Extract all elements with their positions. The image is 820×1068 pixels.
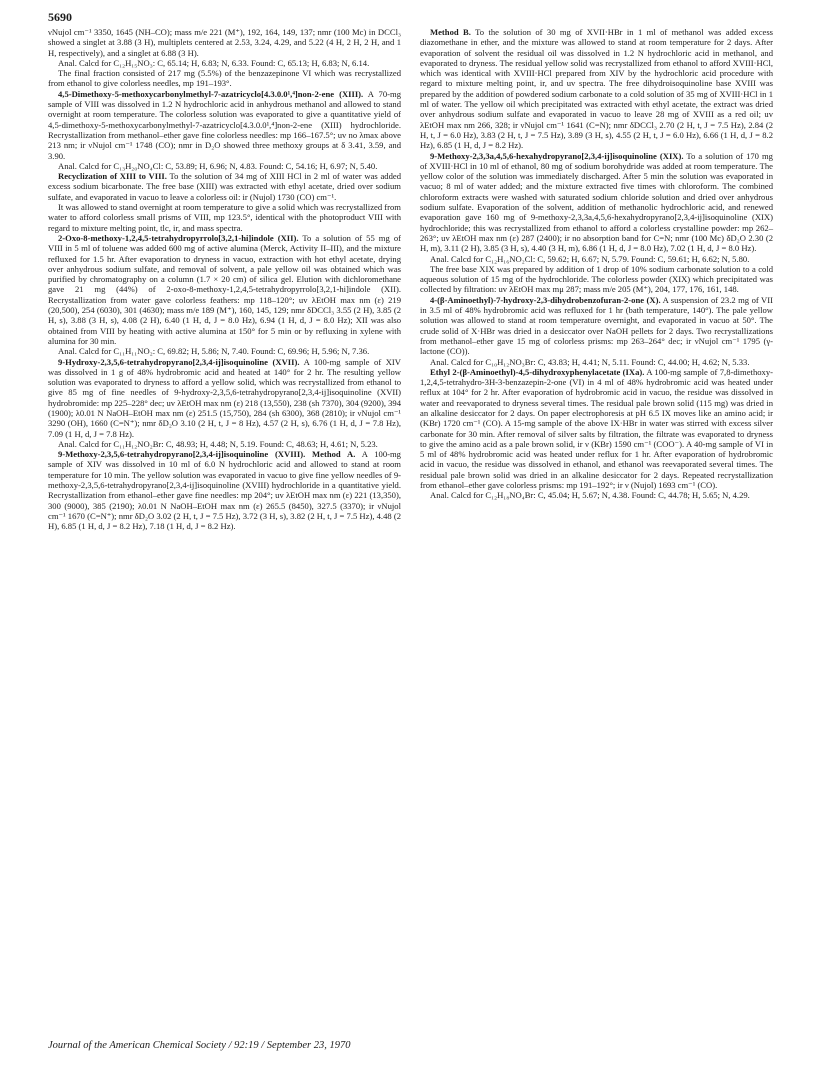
paragraph: Anal. Calcd for C₁₂H₁₆NO₂Cl: C, 59.62; H, 6.67; N, 5.79. Found: C, 59.61; H, 6.62; N, 5.80.: [430, 253, 750, 264]
section-heading: 9-Methoxy-2,3,5,6-tetrahydropyrano[2,3,4-ij]isoquinoline (XVIII). Method A.: [58, 449, 356, 460]
section-heading: Recyclization of XIII to VIII.: [58, 171, 167, 182]
section-heading: Method B.: [430, 27, 471, 37]
paragraph: The free base XIX was prepared by addition of 1 drop of 10% sodium carbonate solution to a cold aqueous solution of 15 mg of the hydrochloride. The colorless powder (XIX) which precipitated was collected by filtration: uv λEtOH max mμ 287; mass m/e 205 (M⁺), 204, 177, 176, 161, 148.: [420, 263, 773, 295]
paragraph: Anal. Calcd for C₁₁H₁₁NO₂: C, 69.82; H, 5.86; N, 7.40. Found: C, 69.96; H, 5.96; N, 7.36.: [58, 346, 370, 357]
paragraph: Ethyl 2-(β-Aminoethyl)-4,5-dihydroxyphenylacetate (IXa). A 100-mg sample of 7,8-dimethoxy-1,2,4,5-tetrahydro-3H-3-benzazepin-2-one (VI) in 4 ml of 48% hydrobromic acid was heated under reflux at 104° for 2 hr. After evaporation of hydrobromic acid in vacuo, the residue was dissolved in water and reevaporated to dryness several times. The residual pale brown solid (115 mg) was dried in an alkaline desiccator for 2 days. On paper electrophoresis at pH 6.5 IX moves like an amino acid; ir (KBr) 1720 cm⁻¹ (CO). A 15-mg sample of the above IX·HBr in water was stirred with excess silver carbonate for 30 min. After removal of silver salts by filtration, the filtrate was evaporated to dryness to give the amino acid as a pale brown solid, ir ν (KBr) 1590 cm⁻¹ (COO⁻). A 40-mg sample of VI in 5 ml of 48% hydrobromic acid was heated under reflux for 1 hr. After evaporation of hydrobromic acid in vacuo, the residue was dissolved in ethanol, and ethanol was reevaporated several times. The residual pale brown solid was dried in an alkaline desiccator for 2 days. Repeated recrystallization from ethanol–ether gave colorless prisms: mp 191–192°; ir ν (Nujol) 1693 cm⁻¹ (CO).: [420, 366, 773, 491]
paragraph: Method B. To the solution of 30 mg of XVII·HBr in 1 ml of methanol was added excess diazomethane in ether, and the mixture was allowed to stand at room temperature for 2 days. After evaporation of solvent the residual oil was dissolved in 1.2 N hydrochloric acid in methanol, and evaporated to dryness. The residual yellow solid was recrystallized from ethanol to afford XVIII·HCl, which was identical with XVIII·HCl prepared from XIV by the hydrochloric acid procedure with regard to mixture melting point, ir, and uv spectra. The free dihydroisoquinoline base XVIII was prepared by the addition of powdered sodium carbonate to a cold solution of 35 mg of XVIII·HCl in 1 ml of water. The yellow oil which precipitated was extracted with ethyl acetate, the extract was dried over anhydrous sodium sulfate and evaporated in vacuo to leave 28 mg of XVIII as a red oil; uv λEtOH max nm 266, 328; ir νNujol cm⁻¹ 1641 (C=N); nmr δDCCl₃ 2.70 (2 H, t, J = 7.5 Hz), 2.84 (2 H, t, J = 6.0 Hz), 3.83 (2 H, t, J = 7.5 Hz), 3.89 (3 H, s), 4.55 (2 H, t, J = 6.0 Hz), 6.66 (1 H, d, J = 8.2 Hz), 6.85 (1 H, d, J = 8.2 Hz).: [420, 27, 774, 151]
section-heading: 9-Methoxy-2,3,3a,4,5,6-hexahydropyrano[2,3,4-ij]isoquinoline (XIX).: [430, 150, 684, 161]
paragraph: 9-Hydroxy-2,3,5,6-tetrahydropyrano[2,3,4-ij]isoquinoline (XVII). A 100-mg sample of XIV was dissolved in 1 g of 48% hydrobromic acid and heated at 140° for 2 hr. The resulting yellow solution was evaporated to dryness to afford a yellow solid, which was recrystallized from ethanol to give 85 mg of fine needles of 9-hydroxy-2,3,5,6-tetrahydropyrano[2,3,4-ij]isoquinoline (XVII) hydrobromide: mp 225–228° dec; uv λEtOH max nm (ε) 218 (13,550), 238 (sh 7370), 304 (9200), 394 (1900); λ0.01 N NaOH–EtOH max nm (ε) 251.5 (15,750), 284 (sh 6300), 368 (2810); ir νNujol cm⁻¹ 3290 (OH), 1660 (C=N⁺); nmr δD₂O 3.10 (2 H, t, J = 8 Hz), 4.57 (2 H, s), 6.76 (1 H, d, J = 7.8 Hz), 7.09 (1 H, d, J = 7.8 Hz).: [48, 356, 402, 439]
paragraph: 9-Methoxy-2,3,3a,4,5,6-hexahydropyrano[2,3,4-ij]isoquinoline (XIX). To a solution of 170 mg of XVIII·HCl in 10 ml of ethanol, 80 mg of sodium borohydride was added at room temperature. The yellow color of the solution was immediately discharged. After 5 min the solution was evaporated in vacuo; 8 ml of water added; and the mixture extracted five times with chloroform. The combined chloroform extracts were washed with saturated sodium chloride solution and dried over anhydrous sodium sulfate. Evaporation of the solvent, addition of methanolic hydrochloric acid, and renewed evaporation gave 160 mg of 9-methoxy-2,3,3a,4,5,6-hexahydropyrano[2,3,4-ij]isoquinoline (XIX) hydrochloride; this was recrystallized from ethanol to afford a colorless crystalline powder: mp 262–263°; uv λEtOH max nm (ε) 287 (2400); ir no absorption band for C=N; nmr (100 Mc) δD₂O 2.30 (2 H, m), 3.11 (2 H), 3.85 (3 H, s), 4.40 (3 H, m), 6.86 (1 H, d, J = 8.0 Hz), 7.02 (1 H, d, J = 8.0 Hz).: [420, 150, 773, 254]
section-heading: 9-Hydroxy-2,3,5,6-tetrahydropyrano[2,3,4-ij]isoquinoline (XVII).: [58, 356, 300, 367]
section-heading: 2-Oxo-8-methoxy-1,2,4,5-tetrahydropyrrolo[3,2,1-hi]indole (XII).: [58, 232, 299, 243]
paragraph: Anal. Calcd for C₁₂H₁₅NO₃: C, 65.14; H, 6.83; N, 6.33. Found: C, 65.13; H, 6.83; N, 6.14.: [58, 57, 370, 68]
paragraph: 2-Oxo-8-methoxy-1,2,4,5-tetrahydropyrrolo[3,2,1-hi]indole (XII). To a solution of 55 mg of VIII in 5 ml of toluene was added 600 mg of active alumina (Merck, Activity II–III), and the mixture refluxed for 1.5 hr. After evaporation to dryness in vacuo, extraction with hot ethyl acetate, drying over anhydrous sodium sulfate, and removal of solvent, a pale yellow oil was obtained which was purified by chromatography on a column (1.7 × 20 cm) of silica gel. Elution with dichloromethane gave 21 mg (44%) of 2-oxo-8-methoxy-1,2,4,5-tetrahydropyrrolo[3,2,1-hi]indole (XII). Recrystallization from water gave colorless feathers: mp 118–120°; uv λEtOH max nm (ε) 219 (20,500), 254 (6030), 301 (4630); mass m/e 189 (M⁺), 160, 145, 129; nmr δDCCl₃ 3.55 (2 H), 3.85 (2 H, s), 3.88 (3 H, s), 4.08 (2 H), 6.40 (1 H, d, J = 8.0 Hz), 6.94 (1 H, d, J = 8.0 Hz); XII was also obtained from VIII by heating with active alumina at 150° for 5 min or by refluxing in xylene with alumina for 30 min.: [48, 232, 401, 346]
paragraph: The final fraction consisted of 217 mg (5.5%) of the benzazepinone VI which was recrystallized from ethanol to give colorless needles, mp 191–193°.: [48, 68, 401, 89]
paragraph: Recyclization of XIII to VIII. To the solution of 34 mg of XIII HCl in 2 ml of water was added excess sodium bicarbonate. The free base (XIII) was extracted with ethyl acetate, dried over sodium sulfate, and evaporated in vacuo to leave a colorless oil: ir (Nujol) 1730 (CO) cm⁻¹.: [48, 171, 401, 202]
left-column: [48, 27, 401, 532]
paragraph: It was allowed to stand overnight at room temperature to give a solid which was recrystallized from water to afford colorless small prisms of VIII, mp 123.5°, identical with the photoproduct VIII with regard to mixture melting point, tlc, ir, and mass spectra.: [48, 202, 401, 233]
paragraph: 4-(β-Aminoethyl)-7-hydroxy-2,3-dihydrobenzofuran-2-one (X). A suspension of 23.2 mg of VII in 3.5 ml of 48% hydrobromic acid was refluxed for 1 hr (bath temperature, 140°). The pale yellow solution was allowed to stand at room temperature overnight, and evaporated in vacuo at 50°. The crude solid of X·HBr was dried in a desiccator over NaOH pellets for 2 days. Two recrystallizations from methanol–ether gave 15 mg of colorless prisms: mp 263–264° dec; ir νNujol cm⁻¹ 1795 (γ-lactone (CO)).: [420, 294, 773, 357]
journal-footer: Journal of the American Chemical Society / 92:19 / September 23, 1970: [48, 1040, 351, 1051]
paragraph: 9-Methoxy-2,3,5,6-tetrahydropyrano[2,3,4-ij]isoquinoline (XVIII). Method A. A 100-mg sample of XIV was dissolved in 10 ml of 6.0 N hydrochloric acid and allowed to stand at room temperature for 10 min. The yellow solution was evaporated in vacuo to give fine yellow needles of 9-methoxy-2,3,5,6-tetrahydropyrano[2,3,4-ij]isoquinoline (XVIII) hydrochloride in a quantitative yield. Recrystallization from ethanol–ether gave fine needles: mp 204°; uv λEtOH max nm (ε) 221 (13,350), 300 (9000), 385 (2190); λ0.01 N NaOH–EtOH max nm (ε) 265.5 (8450), 327.5 (3370); ir νNujol cm⁻¹ 1670 (C=N⁺); nmr δD₂O 3.02 (2 H, t, J = 7.5 Hz), 3.72 (3 H, s), 3.82 (2 H, t, J = 7.5 Hz), 4.48 (2 H), 6.85 (1 H, d, J = 8.2 Hz), 7.18 (1 H, d, J = 8.2 Hz).: [48, 449, 401, 532]
paragraph: Anal. Calcd for C₁₁H₁₂NO₂Br: C, 48.93; H, 4.48; N, 5.19. Found: C, 48.63; H, 4.61; N, 5.23.: [58, 438, 378, 449]
page-number: 5690: [48, 10, 72, 24]
section-heading: Ethyl 2-(β-Aminoethyl)-4,5-dihydroxyphenylacetate (IXa).: [430, 366, 645, 377]
paragraph: 4,5-Dimethoxy-5-methoxycarbonylmethyl-7-azatricyclo[4.3.0.0¹,⁴]non-2-ene (XIII). A 70-mg sample of VIII was dissolved in 1.2 N hydrochloric acid in anhydrous methanol and allowed to stand overnight at room temperature. The colorless solution was evaporated to give a quantitative yield of 4,5-dimethoxy-5-methoxycarbonylmethyl-7-azatricyclo[4.3.0.0¹,⁴]non-2-ene (XIII) hydrochloride. Recrystallization from methanol–ether gave fine colorless needles: mp 166–167.5°; uv no λmax above 213 nm; ir νNujol cm⁻¹ 1748 (CO); nmr in D₂O showed three methoxy groups at δ 3.41, 3.59, and 3.90.: [48, 88, 401, 161]
right-column: [420, 27, 773, 501]
paragraph: Anal. Calcd for C₁₀H₁₂NO₃Br: C, 43.83; H, 4.41; N, 5.11. Found: C, 44.00; H, 4.62; N, 5.33.: [430, 356, 750, 367]
paragraph: Anal. Calcd for C₁₃H₂₀NO₄Cl: C, 53.89; H, 6.96; N, 4.83. Found: C, 54.16; H, 6.97; N, 5.40.: [58, 160, 378, 171]
section-heading: 4-(β-Aminoethyl)-7-hydroxy-2,3-dihydrobenzofuran-2-one (X).: [430, 294, 661, 305]
paragraph: Anal. Calcd for C₁₂H₁₈NO₄Br: C, 45.04; H, 5.67; N, 4.38. Found: C, 44.78; H, 5.65; N, 4.29.: [430, 490, 750, 501]
paragraph: νNujol cm⁻¹ 3350, 1645 (NH–CO); mass m/e 221 (M⁺), 192, 164, 149, 137; nmr (100 Mc) in DCCl₃ showed a singlet at 3.88 (3 H), multiplets centered at 2.53, 3.24, 4.29, and 5.22 (4 H, 2 H, 2 H, and 1 H, respectively), and a singlet at 6.88 (3 H).: [48, 27, 401, 58]
section-heading: 4,5-Dimethoxy-5-methoxycarbonylmethyl-7-azatricyclo[4.3.0.0¹,⁴]non-2-ene (XIII).: [58, 88, 364, 99]
